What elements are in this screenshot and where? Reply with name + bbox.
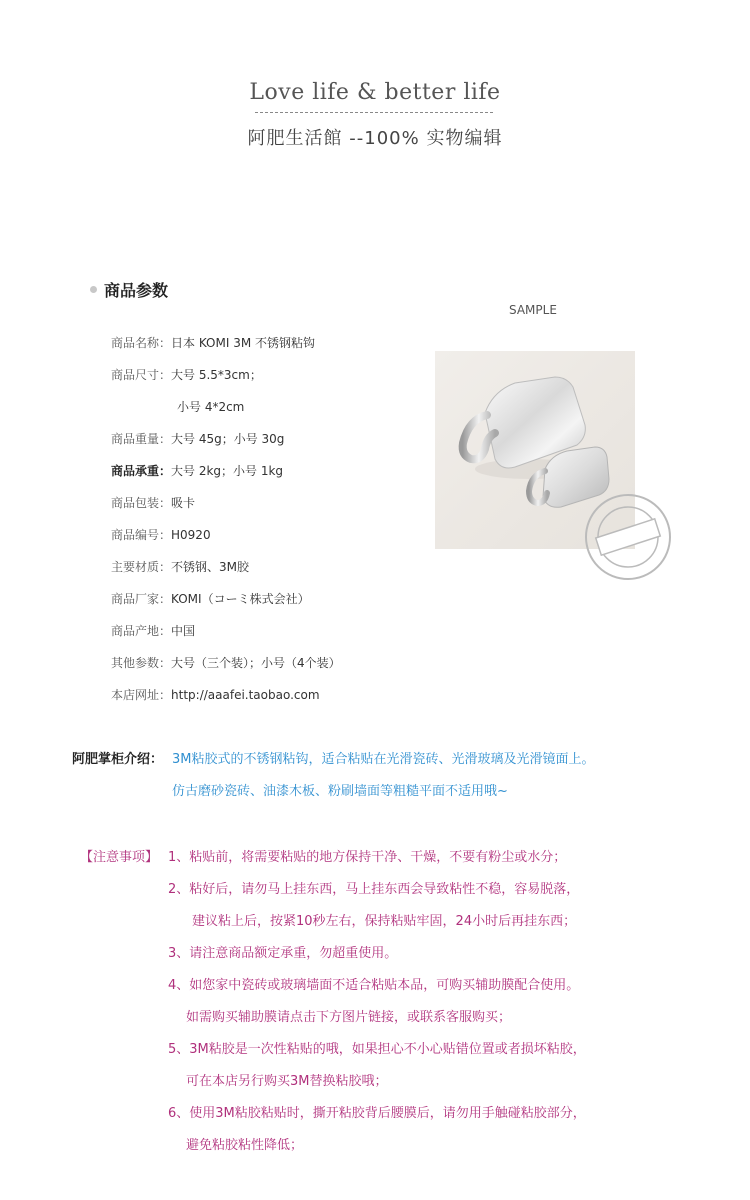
spec-value: 中国 (171, 624, 196, 638)
notice-line: 6、使用3M粘胶粘贴时，撕开粘胶背后腰膜后，请勿用手触碰粘胶部分， (168, 1106, 586, 1121)
spec-value: 大号 2kg；小号 1kg (171, 464, 284, 478)
section-title: 商品参数 (104, 281, 169, 300)
spec-row (111, 430, 284, 447)
notice-line: 2、粘好后，请勿马上挂东西，马上挂东西会导致粘性不稳，容易脱落， (168, 882, 580, 897)
spec-value: KOMI（コーミ株式会社） (171, 592, 310, 606)
spec-label: 商品编号： (111, 528, 172, 542)
spec-row (111, 494, 195, 511)
spec-value: 吸卡 (171, 496, 196, 510)
banner-title: Love life & better life (249, 80, 501, 105)
notice-line: 避免粘胶粘性降低； (186, 1138, 304, 1153)
spec-row (111, 334, 315, 351)
notice-line: 4、如您家中瓷砖或玻璃墙面不适合粘贴本品，可购买辅助膜配合使用。 (168, 978, 580, 993)
store-stamp-watermark (583, 492, 673, 582)
spec-value: 日本 KOMI 3M 不锈钢粘钩 (171, 336, 315, 350)
spec-row (111, 462, 283, 479)
notice-line: 1、粘贴前，将需要粘贴的地方保持干净、干燥，不要有粉尘或水分； (168, 850, 567, 865)
spec-row (111, 622, 195, 639)
sample-label: SAMPLE (509, 303, 557, 317)
notice-line: 3、请注意商品额定承重，勿超重使用。 (168, 946, 398, 961)
bullet-icon (90, 286, 97, 293)
spec-label: 商品名称： (111, 336, 172, 350)
spec-label: 主要材质： (111, 560, 172, 574)
spec-row (111, 686, 320, 703)
spec-value: 大号 5.5*3cm； (171, 368, 262, 382)
spec-label: 本店网址： (111, 688, 172, 702)
notice-label: 【注意事项】 (80, 850, 159, 865)
spec-value: H0920 (171, 528, 211, 542)
notice-line: 可在本店另行购买3M替换粘胶哦； (186, 1074, 388, 1089)
spec-value: 不锈钢、3M胶 (171, 560, 250, 574)
spec-label: 商品承重： (111, 464, 172, 478)
intro-line: 3M粘胶式的不锈钢粘钩，适合粘贴在光滑瓷砖、光滑玻璃及光滑镜面上。 (172, 752, 595, 767)
spec-label: 商品产地： (111, 624, 172, 638)
banner-subtitle: 阿肥生活館 --100% 实物编辑 (247, 128, 503, 149)
spec-label: 商品重量： (111, 432, 172, 446)
spec-value: 小号 4*2cm (177, 400, 245, 414)
spec-label: 商品包装： (111, 496, 172, 510)
spec-row (111, 526, 211, 543)
spec-row (111, 366, 262, 383)
spec-value: 大号 45g；小号 30g (171, 432, 285, 446)
spec-label: 其他参数： (111, 656, 172, 670)
stamp-seal-icon (583, 492, 673, 582)
spec-value: 大号（三个装）；小号（4个装） (171, 656, 341, 670)
spec-label: 商品厂家： (111, 592, 172, 606)
banner-divider (255, 112, 493, 113)
notice-line: 5、3M粘胶是一次性粘贴的哦，如果担心不小心贴错位置或者损坏粘胶， (168, 1042, 586, 1057)
intro-label: 阿肥掌柜介绍： (72, 752, 164, 767)
spec-row (177, 398, 244, 415)
store-url-link[interactable]: http://aaafei.taobao.com (171, 688, 320, 702)
spec-row (111, 654, 341, 671)
spec-row (111, 558, 249, 575)
notice-line: 如需购买辅助膜请点击下方图片链接，或联系客服购买； (186, 1010, 512, 1025)
spec-row (111, 590, 310, 607)
intro-line: 仿古磨砂瓷砖、油漆木板、粉刷墙面等粗糙平面不适用哦~ (172, 784, 508, 799)
notice-line: 建议粘上后，按紧10秒左右，保持粘贴牢固，24小时后再挂东西； (192, 914, 577, 929)
spec-label: 商品尺寸： (111, 368, 172, 382)
